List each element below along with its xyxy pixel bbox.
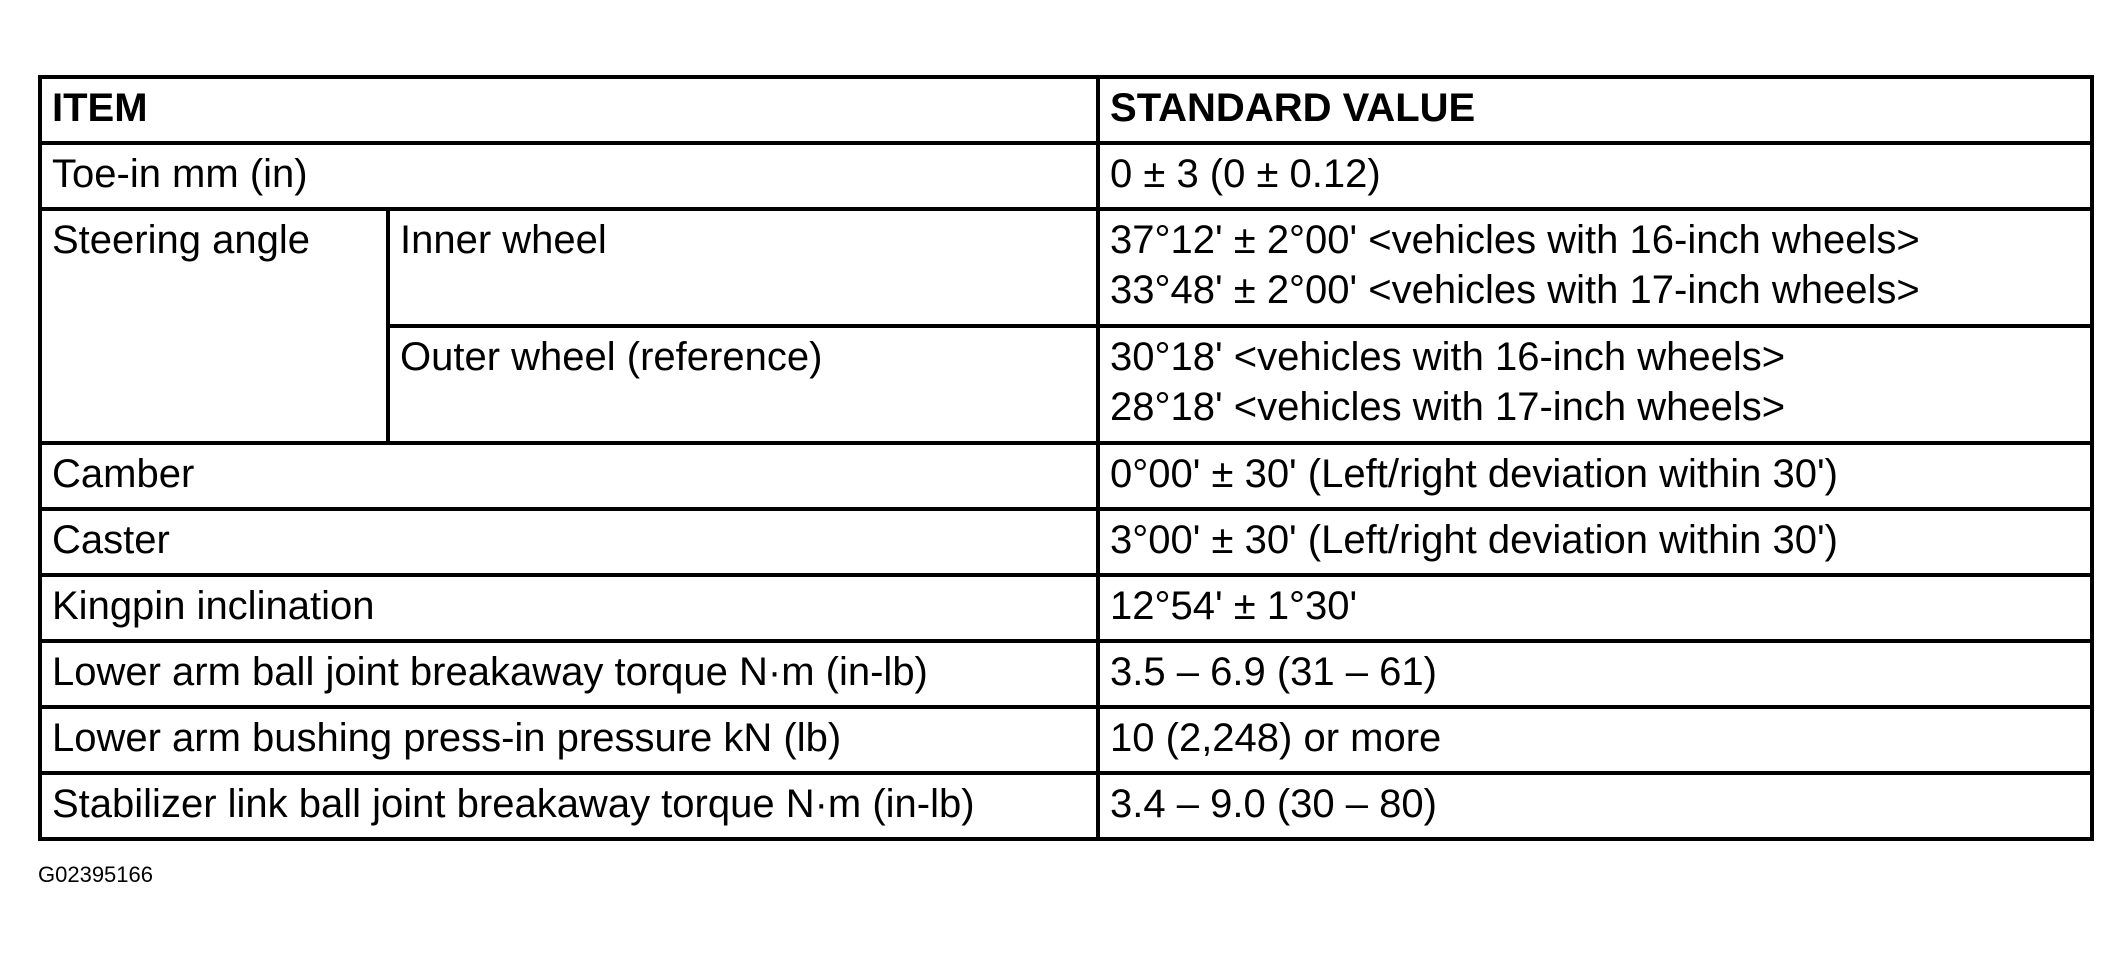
outer-wheel-value-17in: 28°18' <vehicles with 17-inch wheels> xyxy=(1110,385,1786,429)
table-header-row xyxy=(40,77,2092,143)
kingpin-label: Kingpin inclination xyxy=(40,575,1098,641)
stabilizer-torque-label: Stabilizer link ball joint breakaway torque N·m (in-lb) xyxy=(40,773,1098,839)
table-row-toe-in xyxy=(40,143,2092,209)
toe-in-label: Toe-in mm (in) xyxy=(40,143,1098,209)
table-row-steering-inner xyxy=(40,209,2092,326)
inner-wheel-value xyxy=(1098,209,2092,326)
table-row-stabilizer-torque xyxy=(40,773,2092,839)
header-standard-value: STANDARD VALUE xyxy=(1098,77,2092,143)
inner-wheel-label: Inner wheel xyxy=(388,209,1098,326)
stabilizer-torque-value: 3.4 – 9.0 (30 – 80) xyxy=(1098,773,2092,839)
kingpin-value: 12°54' ± 1°30' xyxy=(1098,575,2092,641)
outer-wheel-value-16in: 30°18' <vehicles with 16-inch wheels> xyxy=(1110,335,1786,379)
camber-label: Camber xyxy=(40,443,1098,509)
lower-arm-bushing-label: Lower arm bushing press-in pressure kN (lb) xyxy=(40,707,1098,773)
table-row-lower-arm-torque xyxy=(40,641,2092,707)
inner-wheel-value-16in: 37°12' ± 2°00' <vehicles with 16-inch wheels> xyxy=(1110,218,1920,262)
outer-wheel-label: Outer wheel (reference) xyxy=(388,326,1098,443)
lower-arm-bushing-value: 10 (2,248) or more xyxy=(1098,707,2092,773)
header-item: ITEM xyxy=(40,77,1098,143)
camber-value: 0°00' ± 30' (Left/right deviation within 30') xyxy=(1098,443,2092,509)
lower-arm-torque-value: 3.5 – 6.9 (31 – 61) xyxy=(1098,641,2092,707)
table-row-camber xyxy=(40,443,2092,509)
caster-value: 3°00' ± 30' (Left/right deviation within 30') xyxy=(1098,509,2092,575)
toe-in-value: 0 ± 3 (0 ± 0.12) xyxy=(1098,143,2092,209)
specification-table xyxy=(38,75,2094,841)
inner-wheel-value-17in: 33°48' ± 2°00' <vehicles with 17-inch wheels> xyxy=(1110,268,1920,312)
caster-label: Caster xyxy=(40,509,1098,575)
table-row-caster xyxy=(40,509,2092,575)
figure-code: G02395166 xyxy=(38,862,153,887)
lower-arm-torque-label: Lower arm ball joint breakaway torque N·m (in-lb) xyxy=(40,641,1098,707)
steering-angle-label: Steering angle xyxy=(40,209,388,443)
table-row-lower-arm-bushing xyxy=(40,707,2092,773)
outer-wheel-value xyxy=(1098,326,2092,443)
table-row-kingpin xyxy=(40,575,2092,641)
